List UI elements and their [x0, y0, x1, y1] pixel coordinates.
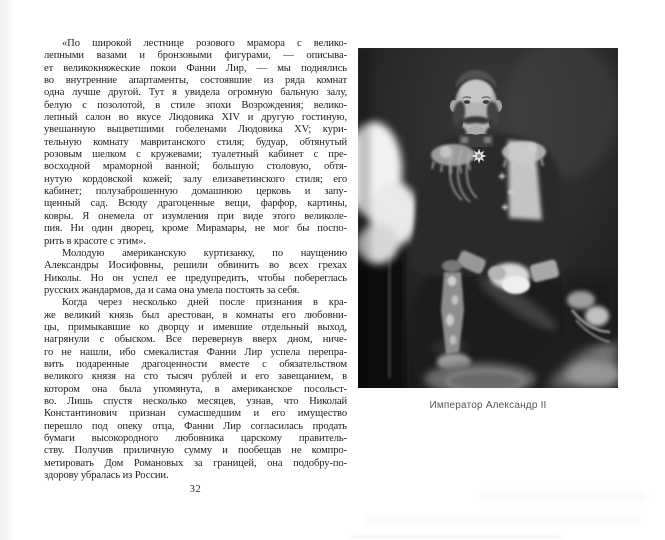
- portrait-photo: [358, 48, 618, 388]
- text-line: нагрянули с обыском. Все перевернув вверх дном, ниче-: [44, 334, 347, 346]
- text-line: кабинет; полузаброшенную домашнюю церковь и запу-: [44, 186, 347, 198]
- text-line: пия. Ни один дворец, кроме Мирамары, не мог бы поспо-: [44, 223, 347, 235]
- text-line: одна лучше другой. Тут я увидела огромную бальную залу,: [44, 87, 347, 99]
- text-line: здорову убралась из России.: [44, 470, 169, 482]
- page-bleed-artifact: [365, 516, 640, 524]
- text-line: метировать Дом Романовых за границей, она подобру-по-: [44, 457, 347, 469]
- text-line: русских жандармов, да и сама она умела постоять за себя.: [44, 284, 300, 296]
- text-line: лепными вазами и бронзовыми фигурами, — описыва-: [44, 50, 347, 62]
- text-line: ству. Получив приличную сумму и пообещав не компро-: [44, 445, 347, 457]
- text-line: Александры Иосифовны, решили обвинить во всех грехах: [44, 260, 347, 272]
- page-bleed-artifact: [480, 492, 645, 501]
- body-text-column: [44, 38, 347, 482]
- text-line: великого князя на сто тысяч рублей и его завещанием, в: [44, 371, 347, 383]
- text-line: «По широкой лестнице розового мрамора с велико-: [62, 38, 347, 49]
- text-line: перешло под опеку отца, Фанни Лир согласилась продать: [44, 420, 347, 432]
- portrait-figure: [358, 48, 618, 411]
- text-line: бумаги высокородного любовника царскому правитель-: [44, 433, 347, 444]
- text-line: нутую кордовской кожей; залу елизаветинского стиля; его: [44, 173, 347, 185]
- page-number: 32: [189, 484, 202, 495]
- text-line: Когда через несколько дней после признания в кра-: [62, 297, 347, 309]
- text-line: ковры. Я онемела от изумления при виде этого великоле-: [44, 210, 347, 222]
- text-line: Николы. Но он успел ее предупредить, чтобы побереглась: [44, 272, 347, 284]
- text-line: тельную комнату мавританского стиля; будуар, обтянутый: [44, 136, 347, 148]
- helmet-on-chair: [566, 276, 618, 342]
- text-line: Константинович признан сумасшедшим и его имущество: [44, 408, 347, 420]
- text-line: вить подаренные драгоценности вместе с обязательством: [44, 358, 347, 370]
- page-gutter-shadow: [0, 0, 16, 540]
- text-line: розовым шелком с кружевами; туалетный кабинет с пре-: [44, 149, 347, 161]
- text-line: во. Лишь спустя несколько месяцев, узнав, что Николай: [44, 395, 347, 407]
- page-bleed-artifact: [350, 536, 562, 538]
- text-line: восходной мраморной ванной; большую столовую, обтя-: [44, 161, 347, 173]
- text-line: Молодую американскую куртизанку, по наущению: [62, 247, 347, 259]
- text-line: ет великокняжеские покои Фанни Лир, — мы поднялись: [44, 62, 347, 74]
- text-line: щенный сад. Всюду драгоценные вещи, фарфор, картины,: [44, 198, 347, 210]
- text-line: цы, примыкавшие ко дворцу и имевшие отдельный выход,: [44, 321, 347, 333]
- text-line: увешанную выцветшими гобеленами Людовика XV; кури-: [44, 124, 347, 136]
- text-line: же великий князь был арестован, в комнаты его любовни-: [44, 309, 347, 321]
- text-line: во внутренние апартаменты, состоявшие из ряда комнат: [44, 75, 347, 87]
- text-line: рить в красоте с этим».: [44, 235, 146, 247]
- text-line: го не нашли, ибо смекалистая Фанни Лир успела перепра-: [44, 346, 347, 358]
- text-line: лепный салон во вкусе Людовика XIV и другую гостиную,: [44, 112, 347, 124]
- photo-caption: Император Александр II: [429, 400, 547, 411]
- text-line: белую с позолотой, в стиле эпохи Возрождения; велико-: [44, 99, 347, 111]
- text-line: котором она была упомянута, в американское посольст-: [44, 383, 347, 395]
